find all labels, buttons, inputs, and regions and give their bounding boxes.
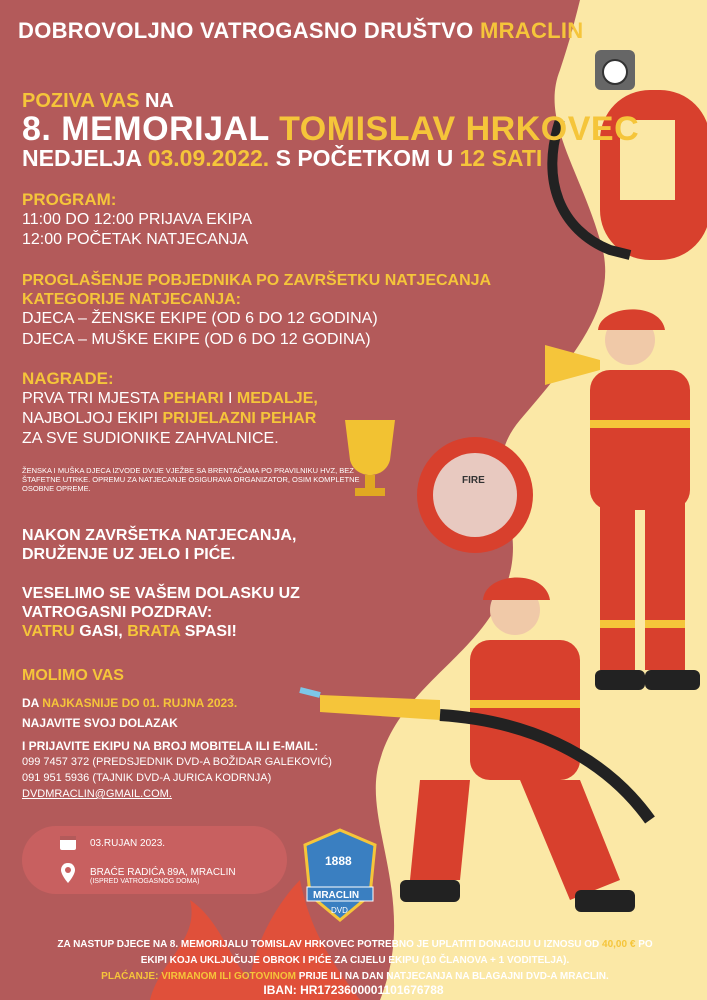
- awards-line-3: ZA SVE SUDIONIKE ZAHVALNICE.: [22, 430, 279, 447]
- phone-desc-1: (PREDSJEDNIK DVD-A BOŽIDAR GALEKOVIĆ): [92, 756, 332, 768]
- rules-note: ŽENSKA I MUŠKA DJECA IZVODE DVIJE VJEŽBE SA BRENTAČAMA PO PRAVILNIKU HVZ, BEZ ŠTAFETNE UTRKE. OPREMU ZA NATJECANJE OSIGURAVA ORGANIZATOR, OSIM KOMPLETNE OSOBNE OPREME.: [22, 466, 360, 493]
- header-highlight: MRACLIN: [479, 18, 584, 43]
- phone-number-2[interactable]: 091 951 5936: [22, 772, 90, 784]
- phone-line-2: [22, 772, 271, 784]
- after-line-1: NAKON ZAVRŠETKA NATJECANJA,: [22, 527, 297, 544]
- memorial-name: TOMISLAV HRKOVEC: [279, 110, 640, 148]
- categories-title: KATEGORIJE NATJECANJA:: [22, 291, 241, 308]
- awards-l2-text: NAJBOLJOJ EKIPI: [22, 410, 159, 427]
- footer-line-2: EKIPI KOJA UKLJUČUJE OBROK I PIĆE ZA CIJELU EKIPU (10 ČLANOVA + 1 VODITELJA).: [140, 955, 570, 966]
- awards-l1-and: I: [228, 390, 233, 407]
- organization-header: [18, 18, 584, 44]
- memorial-title: [22, 110, 639, 149]
- program-line-1: 11:00 DO 12:00 PRIJAVA EKIPA: [22, 211, 253, 228]
- deadline-date: NAJKASNIJE DO 01. RUJNA 2023.: [42, 696, 238, 710]
- awards-l1-medals: MEDALJE,: [236, 390, 318, 407]
- motto-word-1: VATRU: [22, 623, 75, 640]
- deadline-prefix: DA: [22, 696, 39, 710]
- logo-year: 1888: [325, 854, 352, 868]
- phone-number-1[interactable]: 099 7457 372: [22, 756, 90, 768]
- info-address: BRAĆE RADIĆA 89A, MRACLIN: [90, 867, 236, 878]
- awards-l1-text: PRVA TRI MJESTA: [22, 390, 159, 407]
- awards-line-2: [22, 409, 316, 429]
- footer-payment-text: PRIJE ILI NA DAN NATJECANJA NA BLAGAJNI DVD-A MRACLIN.: [298, 971, 609, 982]
- invite-prefix: POZIVA VAS: [22, 90, 140, 112]
- awards-l1-cups: PEHARI: [163, 390, 224, 407]
- phone-desc-2: (TAJNIK DVD-A JURICA KODRNJA): [92, 772, 272, 784]
- program-line-2: 12:00 POČETAK NATJECANJA: [22, 231, 249, 248]
- footer-l1-end: PO: [638, 939, 653, 950]
- logo-name: MRACLIN: [313, 890, 360, 901]
- after-line-2: DRUŽENJE UZ JELO I PIĆE.: [22, 546, 236, 563]
- motto-word-3: BRATA: [127, 623, 181, 640]
- footer-l1-text: ZA NASTUP DJECE NA 8. MEMORIJALU TOMISLAV HRKOVEC POTREBNO JE UPLATITI DONACIJU U IZNOSU OD: [57, 939, 600, 950]
- awards-l2-trophy: PRIJELAZNI PEHAR: [162, 410, 317, 427]
- awards-title: NAGRADE:: [22, 369, 114, 388]
- invite-suffix: NA: [144, 90, 174, 112]
- memorial-prefix: 8. MEMORIJAL: [22, 110, 270, 148]
- info-date: 03.RUJAN 2023.: [90, 838, 166, 849]
- date-prefix: NEDJELJA: [22, 145, 142, 171]
- event-date-line: [22, 145, 542, 172]
- greeting-line-2: VATROGASNI POZDRAV:: [22, 604, 213, 621]
- register-line: I PRIJAVITE EKIPU NA BROJ MOBITELA ILI E-MAIL:: [22, 739, 319, 753]
- date-middle: S POČETKOM U: [275, 145, 454, 171]
- greeting-line-3: [22, 623, 237, 641]
- footer-amount: 40,00 €: [602, 939, 636, 950]
- category-item-2: DJECA – MUŠKE EKIPE (OD 6 DO 12 GODINA): [22, 331, 371, 348]
- greeting-line-1: VESELIMO SE VAŠEM DOLASKU UZ: [22, 585, 300, 602]
- fire-label: FIRE: [462, 475, 485, 486]
- dvd-mraclin-logo: [295, 825, 385, 925]
- program-title: PROGRAM:: [22, 190, 117, 209]
- awards-line-1: [22, 389, 318, 409]
- announce-line: NAJAVITE SVOJ DOLAZAK: [22, 716, 178, 730]
- email-link[interactable]: DVDMRACLIN@GMAIL.COM.: [22, 788, 172, 800]
- deadline-line: [22, 696, 237, 710]
- hose-reel-icon: [417, 437, 533, 553]
- category-item-1: DJECA – ŽENSKE EKIPE (OD 6 DO 12 GODINA): [22, 310, 378, 327]
- date-value: 03.09.2022.: [147, 145, 270, 171]
- logo-abbr: DVD: [331, 906, 348, 915]
- footer-donation-info: [10, 937, 700, 985]
- footer-payment-method: VIRMANOM ILI GOTOVINOM: [161, 971, 297, 982]
- motto-word-4: SPASI!: [184, 623, 237, 640]
- please-title: MOLIMO VAS: [22, 667, 124, 684]
- info-address-note: (ISPRED VATROGASNOG DOMA): [90, 878, 200, 885]
- winners-announcement: PROGLAŠENJE POBJEDNIKA PO ZAVRŠETKU NATJECANJA: [22, 272, 492, 289]
- iban-line: IBAN: HR1723600001101676788: [263, 983, 444, 997]
- calendar-icon: [58, 832, 78, 852]
- location-pin-icon: [60, 862, 76, 884]
- footer-payment-label: PLAĆANJE:: [101, 971, 159, 982]
- motto-word-2: GASI,: [79, 623, 123, 640]
- header-prefix: DOBROVOLJNO VATROGASNO DRUŠTVO: [18, 18, 474, 43]
- footer-line-1: [10, 937, 700, 953]
- date-time: 12 SATI: [459, 145, 543, 171]
- phone-line-1: [22, 756, 332, 768]
